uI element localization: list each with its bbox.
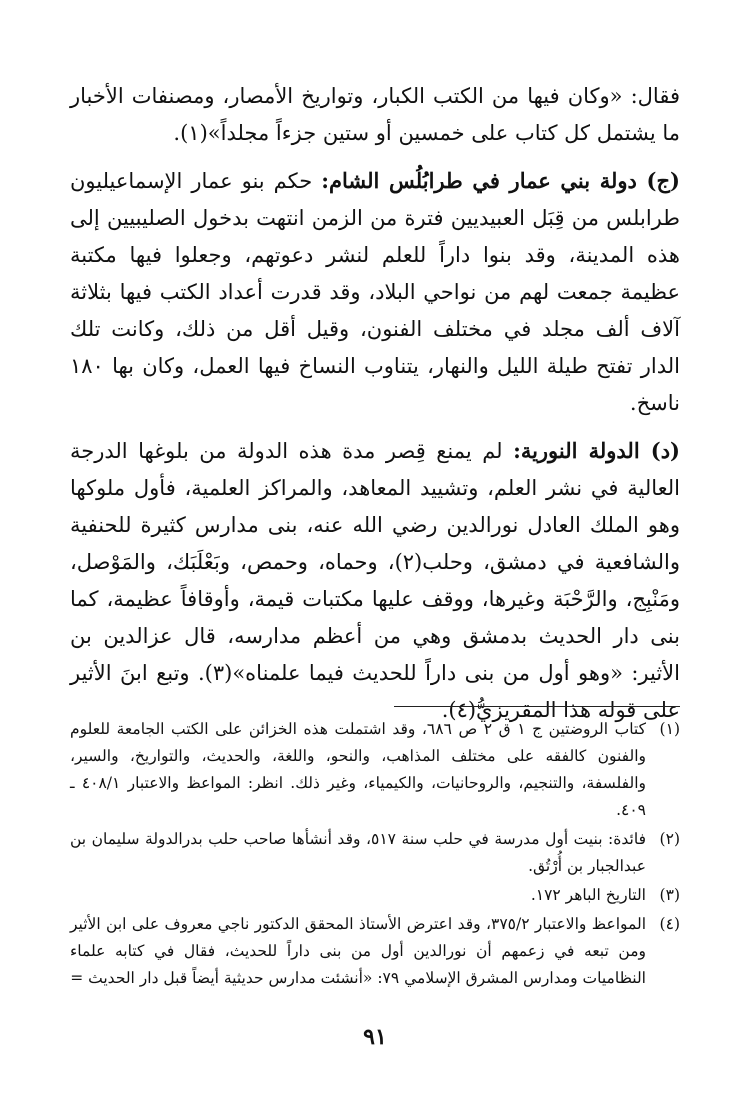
footnote-2: [70, 826, 680, 880]
paragraph-2-heading: (ج) دولة بني عمار في طرابُلُس الشام:: [321, 168, 680, 193]
footnote-1: [70, 716, 680, 824]
footnote-3: [70, 882, 680, 909]
paragraph-3: [70, 432, 680, 729]
footnote-separator: [394, 706, 680, 707]
footnote-4: [70, 911, 680, 992]
footnote-text: المواعظ والاعتبار ٣٧٥/٢، وقد اعترض الأستاذ المحقق الدكتور ناجي معروف على ابن الأثير ومن تبعه في زعمهم أن نورالدين أول من بنى داراً للحديث، فقال في كتابه علماء النظاميات ومدارس المشرق الإسلامي ٧٩: «أنشئت مدارس حديثية أيضاً قبل دار الحديث =: [70, 915, 646, 987]
footnote-number: (٢): [659, 830, 680, 848]
footnotes: [70, 716, 680, 994]
footnote-number: (٤): [659, 915, 680, 933]
page-number: ٩١: [363, 1024, 387, 1050]
paragraph-2: [70, 162, 680, 422]
main-text: [70, 78, 680, 739]
footnote-text: كتاب الروضتين ج ١ ق ٢ ص ٦٨٦، وقد اشتملت هذه الخزائن على الكتب الجامعة للعلوم والفنون كالفقه على مختلف المذاهب، والنحو، واللغة، والحديث، والتواريخ، والسير، والفلسفة، والتنجيم، والروحانيات، والكيمياء، وغير ذلك. انظر: المواعظ والاعتبار ٤٠٨/١ ـ ٤٠٩.: [70, 720, 647, 819]
paragraph-1-text: فقال: «وكان فيها من الكتب الكبار، وتواريخ الأمصار، ومصنفات الأخبار ما يشتمل كل كتاب على خمسين أو ستين جزءاً مجلداً»(١).: [70, 84, 680, 145]
paragraph-3-text: لم يمنع قِصر مدة هذه الدولة من بلوغها الدرجة العالية في نشر العلم، وتشييد المعاهد، والمراكز العلمية، فأول ملوكها وهو الملك العادل نورالدين رضي الله عنه، بنى مدارس كثيرة للحنفية والشافعية في دمشق، وحلب(٢)، وحماه، وحمص، وبَعْلَبَك، والمَوْصل، ومَنْبِج، والرَّحْبَة وغيرها، ووقف عليها مكتبات قيمة، وأوقافاً عظيمة، كما بنى دار الحديث بدمشق وهي من أعظم مدارسه، قال عزالدين بن الأثير: «وهو أول من بنى داراً للحديث فيما علمناه»(٣). وتبع ابنَ الأثير على قوله هذا المقريزيُّ(٤).: [70, 439, 680, 722]
paragraph-2-text: حكم بنو عمار الإسماعيليون طرابلس من قِبَل العبيديين فترة من الزمن انتهت بدخول الصليبيين إلى هذه المدينة، وقد بنوا داراً للعلم لنشر دعوتهم، وجعلوا فيها مكتبة عظيمة جمعت لهم من نواحي البلاد، وقد قدرت أعداد الكتب فيها بثلاثة آلاف ألف مجلد في مختلف الفنون، وقيل أقل من ذلك، وكانت تلك الدار تفتح طيلة الليل والنهار، يتناوب النساخ فيها العمل، وكان بها ١٨٠ ناسخ.: [70, 169, 680, 415]
footnote-text: فائدة: بنيت أول مدرسة في حلب سنة ٥١٧، وقد أنشأها صاحب حلب بدرالدولة سليمان بن عبدالجبار بن أُرْتُق.: [70, 830, 646, 875]
footnote-text: التاريخ الباهر ١٧٢.: [530, 886, 646, 904]
footnote-number: (٣): [659, 886, 680, 904]
paragraph-1: [70, 78, 680, 152]
paragraph-3-heading: (د) الدولة النورية:: [513, 438, 680, 463]
footnote-number: (١): [659, 720, 680, 738]
